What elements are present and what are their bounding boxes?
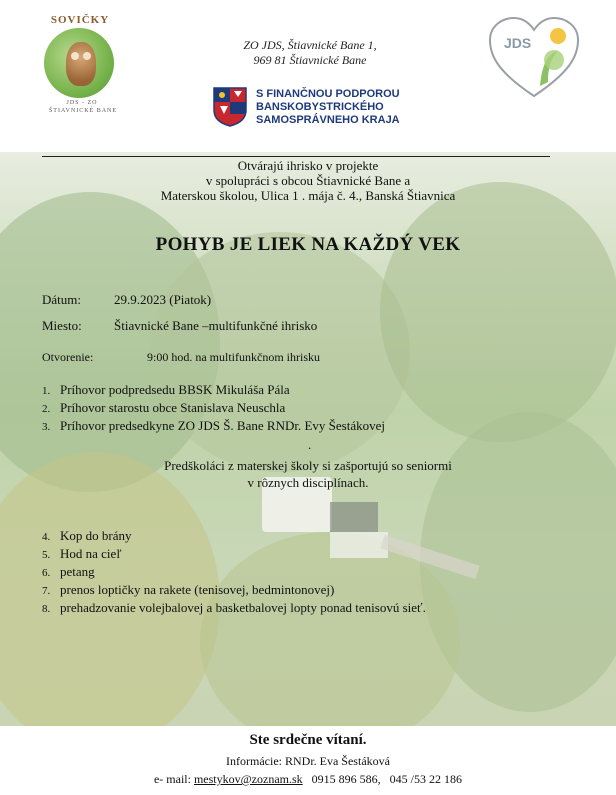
sovicky-logo-name: SOVIČKY xyxy=(50,14,110,26)
list-item: 8. prehadzovanie volejbalovej a basketbalovej lopty ponad tenisovú sieť. xyxy=(42,600,426,615)
list-item: 2. Príhovor starostu obce Stanislava Neuschla xyxy=(42,400,286,415)
kids-text: Predškoláci z materskej školy si zašportujú so seniormi v rôznych disciplínach. xyxy=(164,458,452,490)
place-label: Miesto: xyxy=(42,318,82,333)
event-title: POHYB JE LIEK NA KAŽDÝ VEK xyxy=(155,234,461,255)
sovicky-logo-line2: ŠTIAVNICKÉ BANE xyxy=(48,108,118,114)
place-value: Štiavnické Bane –multifunkčné ihrisko xyxy=(114,318,318,333)
activities-list xyxy=(42,527,426,617)
date-value: 29.9.2023 (Piatok) xyxy=(114,292,212,307)
opening-value: 9:00 hod. na multifunkčnom ihrisku xyxy=(147,350,320,364)
sovicky-logo-line1: JDS - ZO xyxy=(66,100,98,106)
list-item: 3. Príhovor predsedkyne ZO JDS Š. Bane RNDr. Evy Šestákovej xyxy=(42,418,385,433)
intro-text: Otvárajú ihrisko v projekte v spolupráci s obcou Štiavnické Bane a Materskou školou, Ulica 1 . mája č. 4., Banská Štiavnica xyxy=(160,158,456,203)
opening-row xyxy=(42,350,320,365)
list-item: 6. petang xyxy=(42,564,95,579)
email-label: e- mail: xyxy=(153,772,194,786)
organization-address: ZO JDS, Štiavnické Bane 1, 969 81 Štiavnické Bane xyxy=(243,38,377,67)
jds-logo-text: JDS xyxy=(504,35,532,51)
footer xyxy=(0,726,616,795)
info-contact: Informácie: RNDr. Eva Šestáková xyxy=(226,754,390,768)
date-row xyxy=(42,292,212,308)
list-item: 5. Hod na cieľ xyxy=(42,546,122,561)
contact-line xyxy=(0,772,616,787)
speeches-list xyxy=(42,381,385,435)
phone-numbers: 0915 896 586, 045 /53 22 186 xyxy=(302,772,463,786)
place-row xyxy=(42,318,318,334)
funding-support-text: S FINANČNOU PODPOROU BANSKOBYSTRICKÉHO SAMOSPRÁVNEHO KRAJA xyxy=(256,88,400,126)
list-item: 7. prenos loptičky na rakete (tenisovej, bedmintonovej) xyxy=(42,582,335,597)
list-item: 1. Príhovor podpredsedu BBSK Mikuláša Pála xyxy=(42,382,290,397)
welcome-text: Ste srdečne vítaní. xyxy=(249,732,367,748)
divider xyxy=(42,156,550,157)
email-link[interactable]: mestykov@zoznam.sk xyxy=(193,772,303,786)
separator-dot: . xyxy=(308,437,312,452)
opening-label: Otvorenie: xyxy=(42,350,94,364)
list-item: 4. Kop do brány xyxy=(42,528,132,543)
date-label: Dátum: xyxy=(42,292,81,307)
